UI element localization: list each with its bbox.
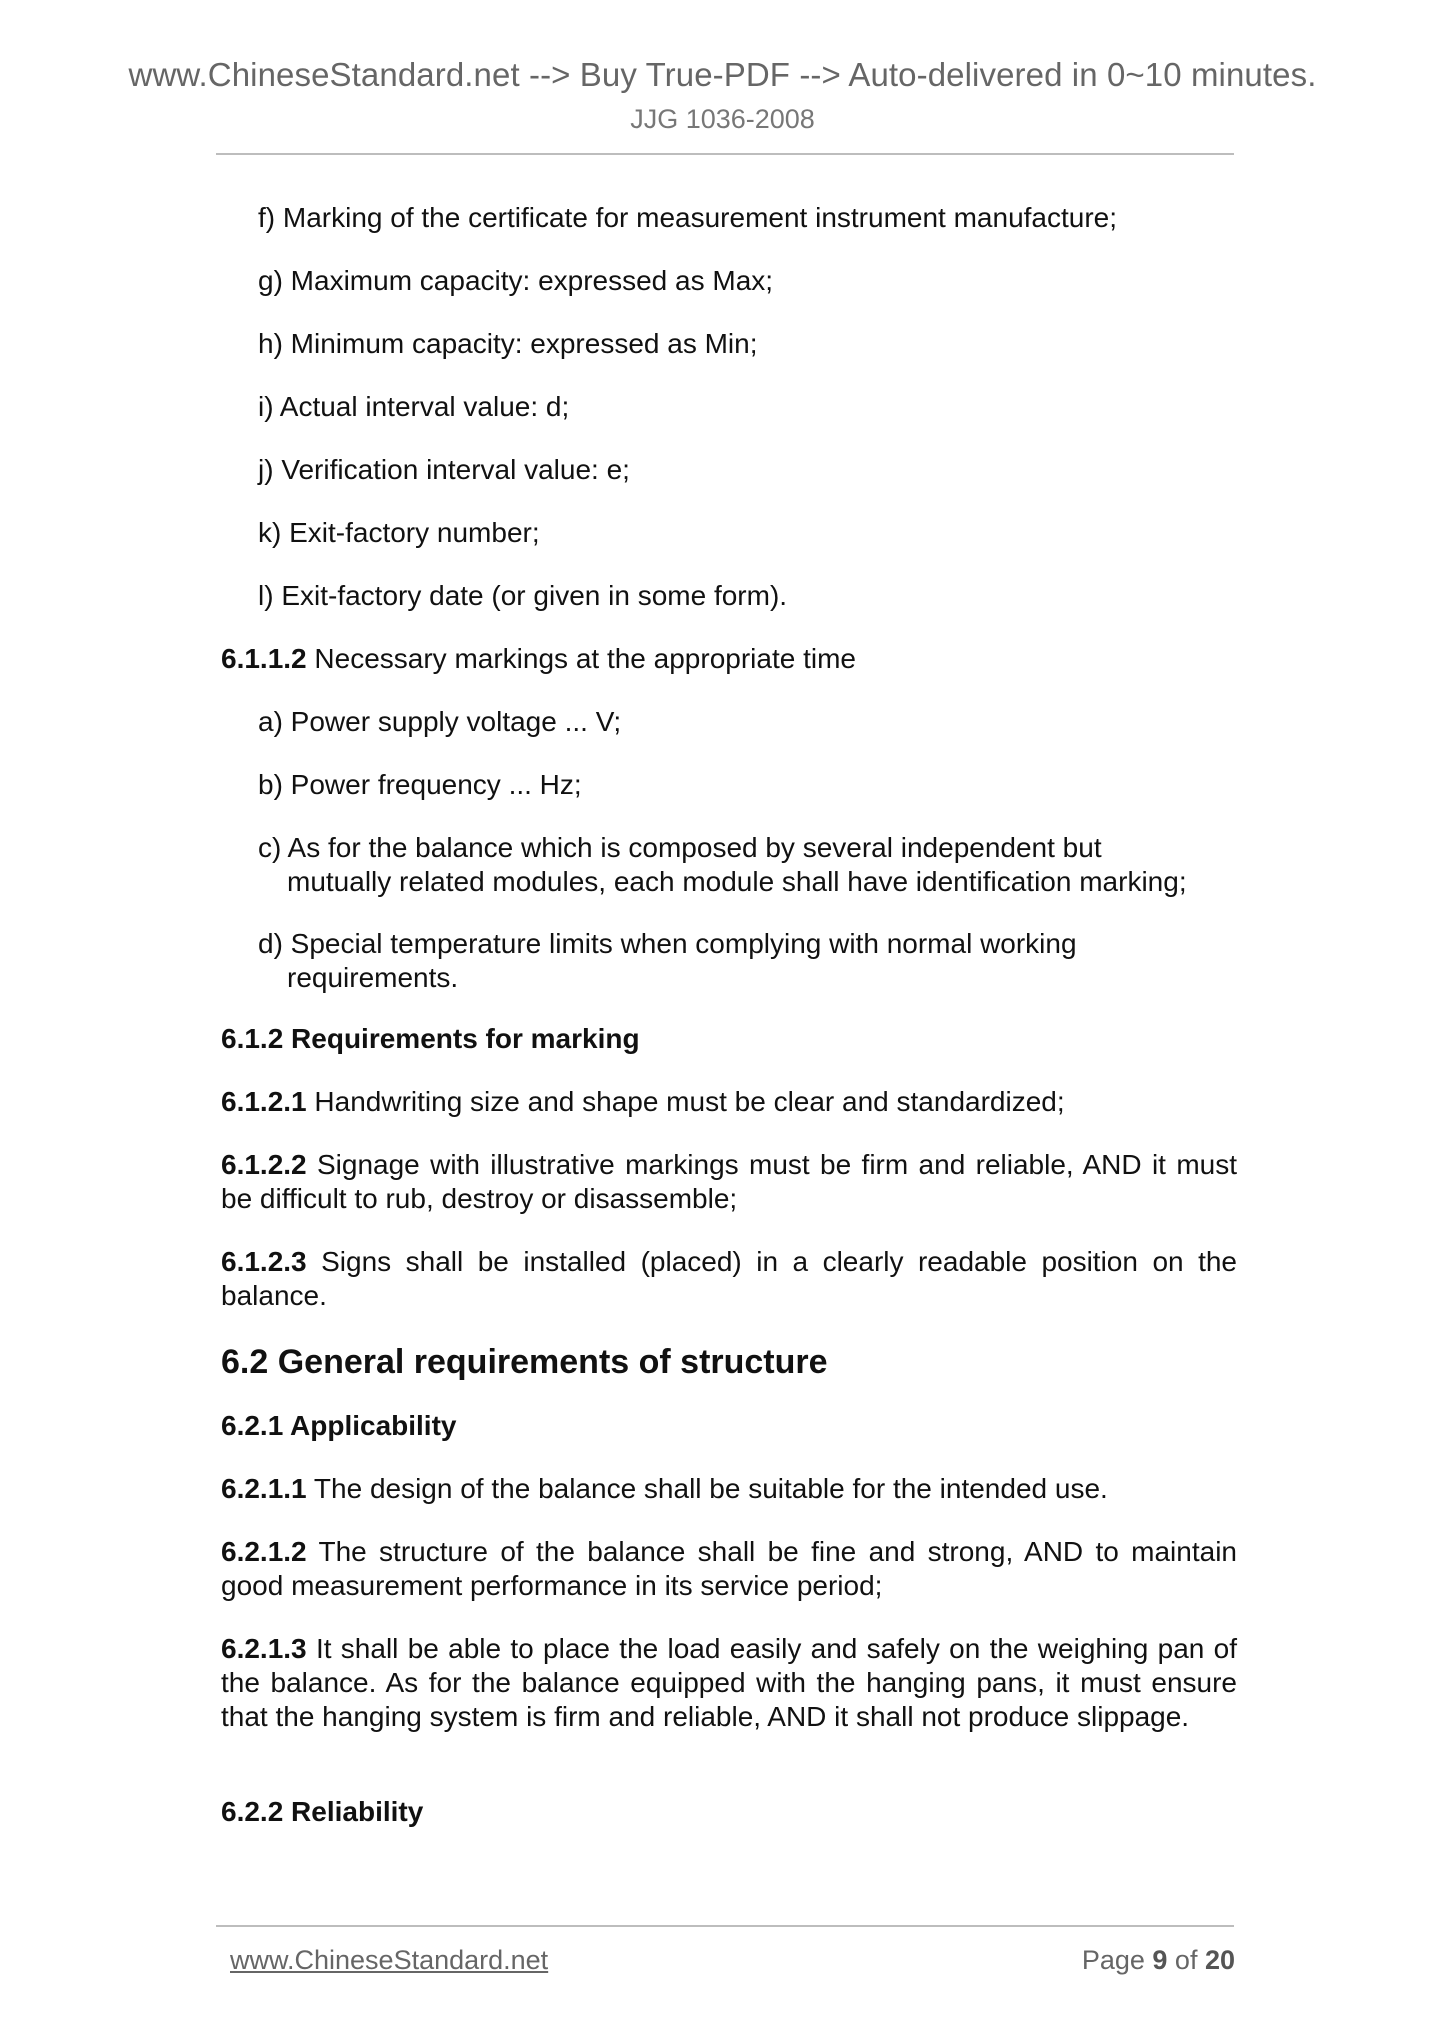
list-item-b: b) Power frequency ... Hz; bbox=[258, 769, 582, 800]
footer-divider bbox=[216, 1925, 1234, 1927]
footer-website-link[interactable]: www.ChineseStandard.net bbox=[230, 1945, 549, 1975]
page-total: 20 bbox=[1204, 1945, 1235, 1975]
clause-number: 6.1.2.3 bbox=[221, 1246, 307, 1277]
section-heading-6-2: 6.2 General requirements of structure bbox=[221, 1343, 828, 1381]
clause-text: Handwriting size and shape must be clear and standardized; bbox=[306, 1086, 1065, 1117]
list-item-h: h) Minimum capacity: expressed as Min; bbox=[258, 328, 758, 359]
clause-text: Necessary markings at the appropriate time bbox=[306, 643, 856, 674]
clause-6-1-1-2 bbox=[221, 642, 1237, 676]
clause-6-1-2-3 bbox=[221, 1245, 1237, 1313]
list-item-d bbox=[258, 927, 1238, 995]
clause-text: Signage with illustrative markings must be firm and reliable, AND it must be difficult to rub, destroy or disassemble; bbox=[221, 1149, 1237, 1214]
subsection-heading-6-2-2: 6.2.2 Reliability bbox=[221, 1796, 424, 1827]
clause-number: 6.1.1.2 bbox=[221, 643, 307, 674]
page-prefix: Page bbox=[1081, 1945, 1153, 1975]
list-item-i: i) Actual interval value: d; bbox=[258, 391, 570, 422]
list-item-c-line2: mutually related modules, each module shall have identification marking; bbox=[287, 866, 1187, 897]
clause-number: 6.2.1.2 bbox=[221, 1536, 307, 1567]
document-code: JJG 1036-2008 bbox=[630, 104, 815, 134]
list-item-c-line1: c) As for the balance which is composed by several independent but bbox=[258, 832, 1102, 863]
list-item-f: f) Marking of the certificate for measurement instrument manufacture; bbox=[258, 202, 1118, 233]
list-item-d-line2: requirements. bbox=[287, 962, 459, 993]
subsection-heading-6-2-1: 6.2.1 Applicability bbox=[221, 1410, 457, 1441]
list-item-d-line1: d) Special temperature limits when complying with normal working bbox=[258, 928, 1077, 959]
subsection-heading-6-1-2: 6.1.2 Requirements for marking bbox=[221, 1023, 640, 1054]
list-item-k: k) Exit-factory number; bbox=[258, 517, 540, 548]
page-number: 9 bbox=[1152, 1945, 1168, 1975]
clause-number: 6.2.1.3 bbox=[221, 1633, 307, 1664]
clause-6-2-1-1 bbox=[221, 1472, 1237, 1506]
header-title: www.ChineseStandard.net --> Buy True-PDF --> Auto-delivered in 0~10 minutes. bbox=[128, 56, 1317, 93]
clause-6-2-1-3 bbox=[221, 1632, 1237, 1734]
clause-6-1-2-2 bbox=[221, 1148, 1237, 1216]
page-indicator bbox=[1082, 1945, 1235, 1976]
list-item-c bbox=[258, 831, 1238, 899]
clause-text: It shall be able to place the load easily and safely on the weighing pan of the balance. As for the balance equipped with the hanging pans, it must ensure that the hanging system is firm and reliable, AND it shall not produce slippage. bbox=[221, 1633, 1237, 1732]
clause-text: Signs shall be installed (placed) in a clearly readable position on the balance. bbox=[221, 1246, 1237, 1311]
list-item-g: g) Maximum capacity: expressed as Max; bbox=[258, 265, 774, 296]
list-item-l: l) Exit-factory date (or given in some form). bbox=[258, 580, 788, 611]
list-item-j: j) Verification interval value: e; bbox=[258, 454, 630, 485]
clause-number: 6.1.2.2 bbox=[221, 1149, 307, 1180]
clause-text: The design of the balance shall be suitable for the intended use. bbox=[306, 1473, 1108, 1504]
clause-number: 6.2.1.1 bbox=[221, 1473, 307, 1504]
clause-number: 6.1.2.1 bbox=[221, 1086, 307, 1117]
list-item-a: a) Power supply voltage ... V; bbox=[258, 706, 622, 737]
clause-6-1-2-1 bbox=[221, 1085, 1237, 1119]
page-of: of bbox=[1167, 1945, 1205, 1975]
clause-6-2-1-2 bbox=[221, 1535, 1237, 1603]
clause-text: The structure of the balance shall be fine and strong, AND to maintain good measurement performance in its service period; bbox=[221, 1536, 1237, 1601]
header-divider bbox=[216, 153, 1234, 155]
